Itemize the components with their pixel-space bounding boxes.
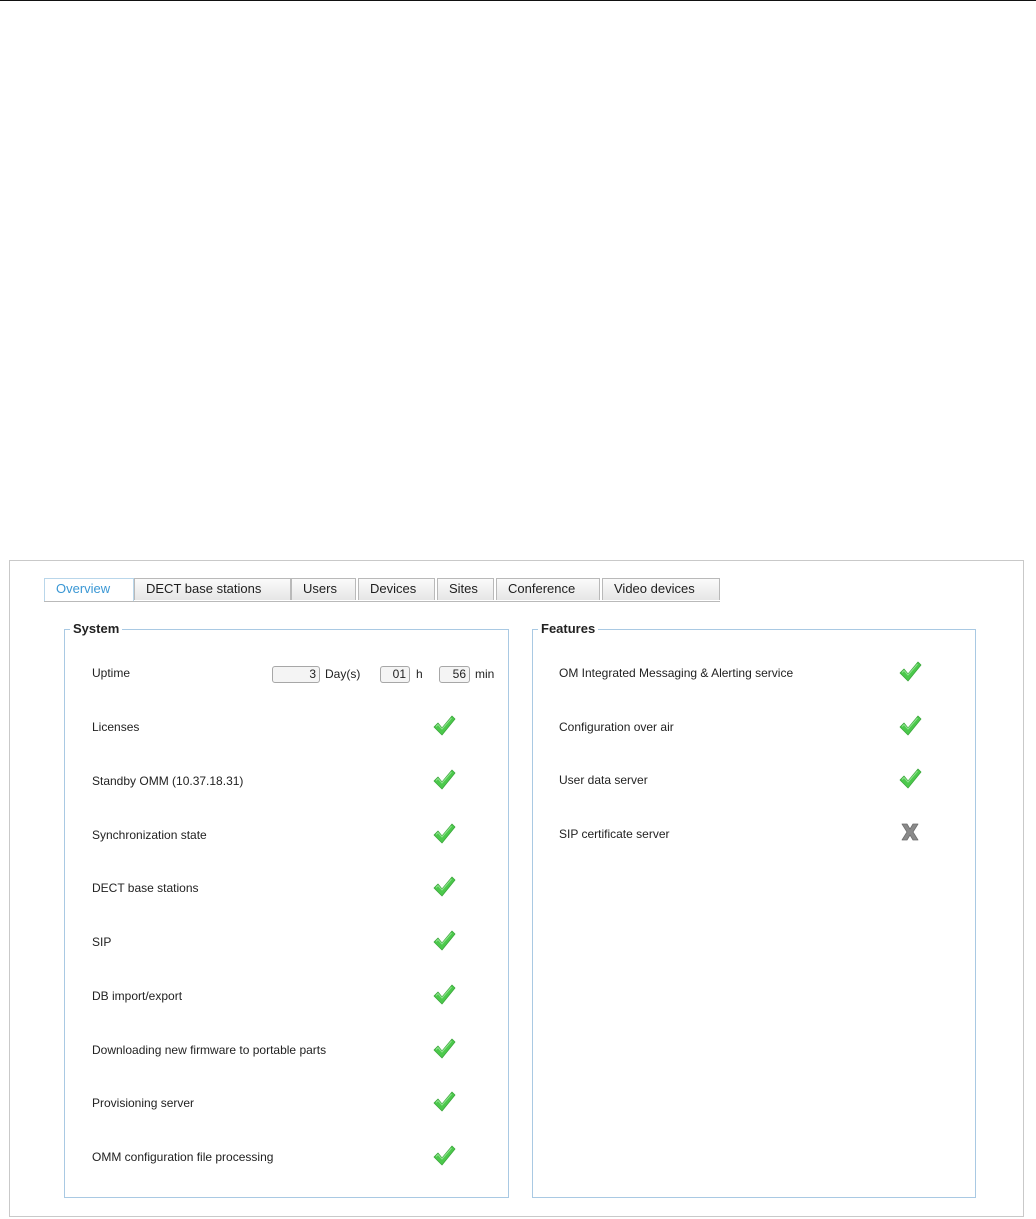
checkmark-icon bbox=[432, 769, 456, 791]
system-item-label-downloading-new-firmware-to-portable-parts: Downloading new firmware to portable parts bbox=[92, 1043, 327, 1057]
checkmark-icon bbox=[432, 1145, 456, 1167]
tab-conference[interactable]: Conference bbox=[496, 578, 600, 600]
system-item-label-provisioning-server: Provisioning server bbox=[92, 1096, 195, 1110]
tab-dect-base-stations[interactable]: DECT base stations bbox=[134, 578, 291, 600]
top-border bbox=[0, 0, 1036, 1]
tab-strip-divider bbox=[44, 601, 720, 602]
checkmark-icon bbox=[898, 768, 922, 790]
tab-users[interactable]: Users bbox=[291, 578, 356, 600]
feature-item-label-om-integrated-messaging-alerting-service: OM Integrated Messaging & Alerting service bbox=[559, 666, 794, 680]
system-item-label-omm-configuration-file-processing: OMM configuration file processing bbox=[92, 1150, 274, 1164]
checkmark-icon bbox=[432, 876, 456, 898]
uptime-days-field: 3 bbox=[272, 666, 320, 683]
checkmark-icon bbox=[432, 984, 456, 1006]
checkmark-icon bbox=[432, 930, 456, 952]
checkmark-icon bbox=[432, 823, 456, 845]
system-item-label-licenses: Licenses bbox=[92, 720, 140, 734]
tab-video-devices[interactable]: Video devices bbox=[602, 578, 720, 600]
feature-item-label-user-data-server: User data server bbox=[559, 773, 648, 787]
tab-devices[interactable]: Devices bbox=[358, 578, 435, 600]
features-title: Features bbox=[538, 621, 598, 637]
uptime-hours-field: 01 bbox=[380, 666, 410, 683]
feature-item-label-configuration-over-air: Configuration over air bbox=[559, 720, 674, 734]
uptime-minutes-field: 56 bbox=[439, 666, 470, 683]
checkmark-icon bbox=[432, 1038, 456, 1060]
uptime-hours-unit: h bbox=[416, 667, 423, 681]
uptime-minutes-unit: min bbox=[475, 667, 495, 681]
feature-item-label-sip-certificate-server: SIP certificate server bbox=[559, 827, 670, 841]
system-item-label-dect-base-stations: DECT base stations bbox=[92, 881, 199, 895]
uptime-days-unit: Day(s) bbox=[325, 667, 361, 681]
checkmark-icon bbox=[898, 661, 922, 683]
system-item-label-db-import-export: DB import/export bbox=[92, 989, 183, 1003]
system-item-label-standby-omm-10-37-18-31: Standby OMM (10.37.18.31) bbox=[92, 774, 244, 788]
tab-sites[interactable]: Sites bbox=[437, 578, 494, 600]
checkmark-icon bbox=[432, 715, 456, 737]
system-item-label-sip: SIP bbox=[92, 935, 112, 949]
system-item-label-synchronization-state: Synchronization state bbox=[92, 828, 207, 842]
tab-overview[interactable]: Overview bbox=[44, 578, 134, 602]
checkmark-icon bbox=[898, 715, 922, 737]
cross-icon bbox=[899, 822, 921, 842]
uptime-label: Uptime bbox=[92, 666, 131, 680]
system-title: System bbox=[70, 621, 122, 637]
checkmark-icon bbox=[432, 1091, 456, 1113]
